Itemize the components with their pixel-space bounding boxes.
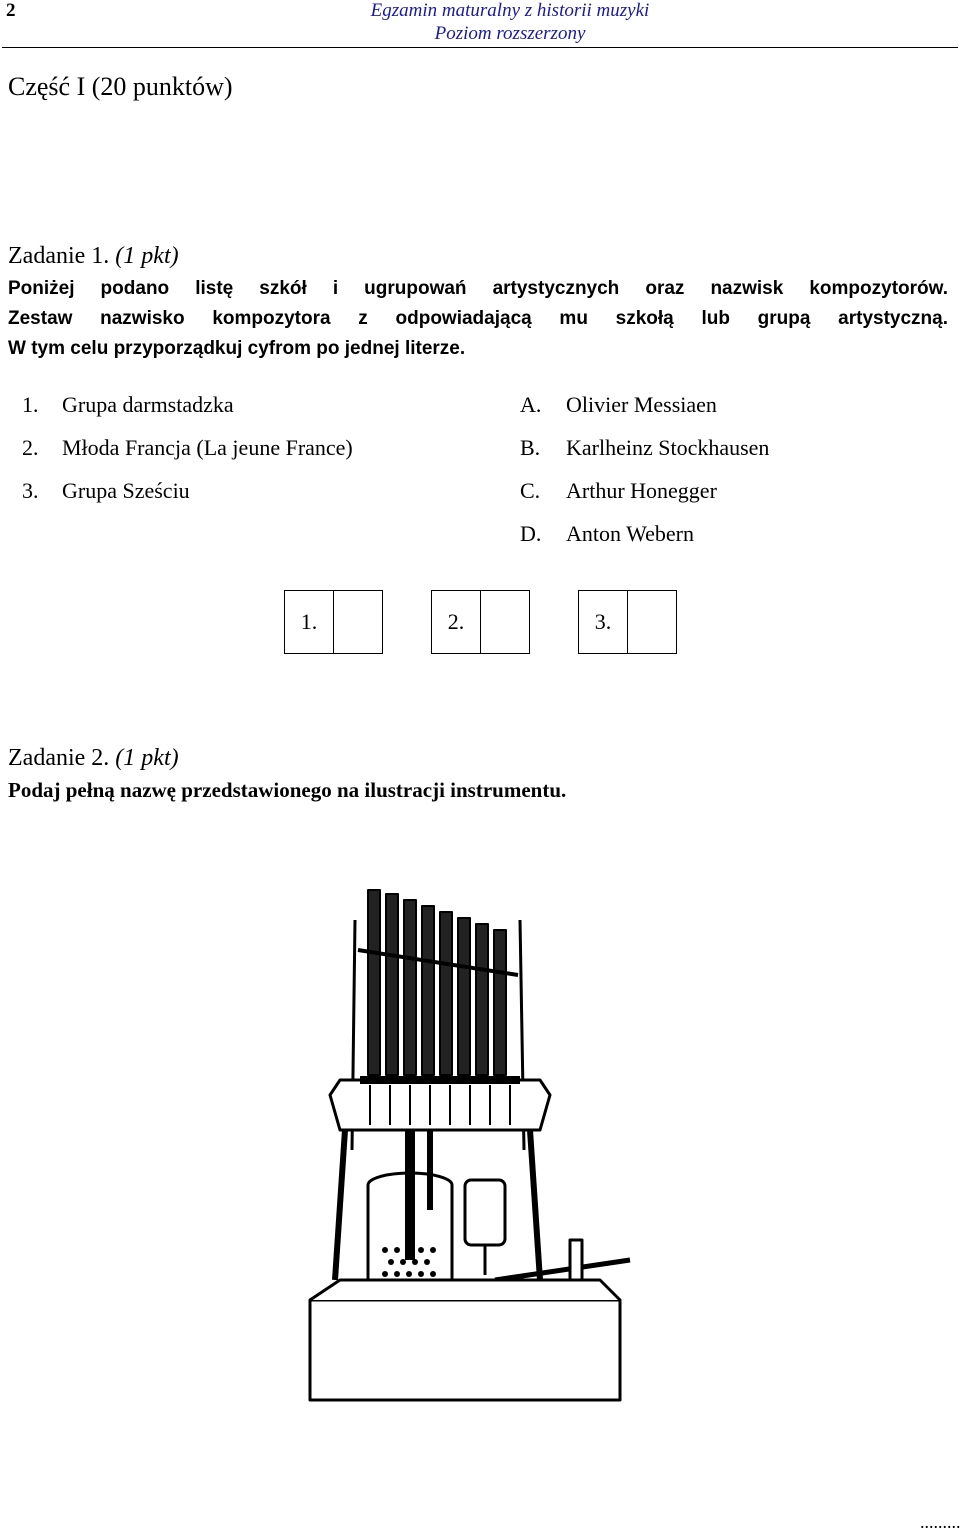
task1-instruction-line: Poniżej podano listę szkół i ugrupowań artystycznych oraz nazwisk kompozytorów. (8, 278, 948, 299)
page-number: 2 (6, 0, 16, 21)
part-title: Część I (20 punktów) (8, 72, 233, 101)
composer-letter: B. (520, 435, 541, 460)
task1-instruction-line: W tym celu przyporządkuj cyfrom po jednej literze. (8, 338, 466, 359)
answer-box-3 (578, 590, 677, 654)
answer-box-2 (431, 590, 530, 654)
composer-letter: A. (520, 392, 542, 417)
exam-level: Poziom rozszerzony (434, 23, 586, 44)
answer-cell-2[interactable] (481, 591, 529, 653)
header-rule (2, 47, 958, 48)
composer-name: Olivier Messiaen (566, 392, 717, 417)
task2-heading (8, 745, 179, 772)
answer-cell-1[interactable] (334, 591, 382, 653)
group-name: Młoda Francja (La jeune France) (62, 435, 353, 460)
answer-label: 3. (579, 591, 628, 653)
composer-letter: C. (520, 478, 541, 503)
composer-name: Arthur Honegger (566, 478, 717, 503)
task2-title: Zadanie 2. (8, 745, 110, 771)
hydraulis-illustration (300, 880, 640, 1440)
task1-title: Zadanie 1. (8, 243, 110, 269)
task1-instruction-line: Zestaw nazwisko kompozytora z odpowiadającą mu szkołą lub grupą artystyczną. (8, 308, 948, 329)
answer-label: 1. (285, 591, 334, 653)
organ-pipes (368, 890, 506, 1075)
task1-heading (8, 243, 179, 270)
answer-line[interactable]: ......... (920, 1512, 960, 1532)
task1-points: (1 pkt) (115, 243, 179, 269)
answer-box-1 (284, 590, 383, 654)
composer-letter: D. (520, 521, 542, 546)
answer-label: 2. (432, 591, 481, 653)
group-number: 3. (22, 478, 39, 503)
group-number: 2. (22, 435, 39, 460)
task2-instruction: Podaj pełną nazwę przedstawionego na ilustracji instrumentu. (8, 778, 567, 802)
task2-points: (1 pkt) (115, 745, 179, 771)
group-name: Grupa Sześciu (62, 478, 190, 503)
answer-cell-3[interactable] (628, 591, 676, 653)
exam-title: Egzamin maturalny z historii muzyki (370, 0, 650, 21)
composer-name: Karlheinz Stockhausen (566, 435, 770, 460)
group-number: 1. (22, 392, 39, 417)
composer-name: Anton Webern (566, 521, 694, 546)
group-name: Grupa darmstadzka (62, 392, 234, 417)
